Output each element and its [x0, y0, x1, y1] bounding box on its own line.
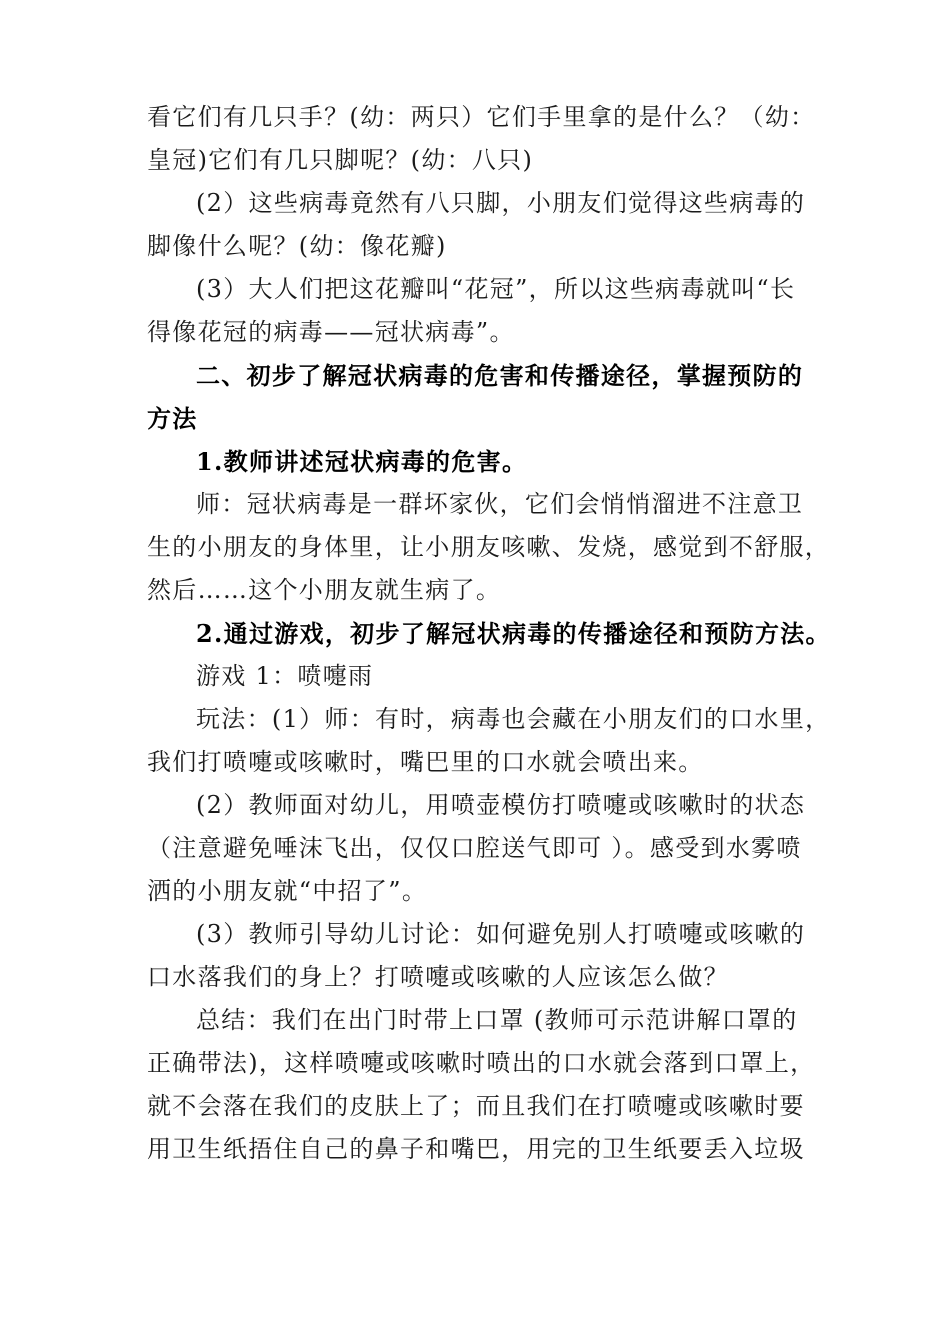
paragraph-line: 得像花冠的病毒——冠状病毒”。 — [147, 318, 515, 346]
paragraph-line: (3）教师引导幼儿讨论：如何避免别人打喷嚏或咳嗽的 — [196, 920, 806, 948]
paragraph-line: 脚像什么呢？(幼：像花瓣) — [147, 232, 447, 260]
paragraph-line: 然后……这个小朋友就生病了。 — [147, 576, 502, 604]
paragraph-line: 就不会落在我们的皮肤上了；而且我们在打喷嚏或咳嗽时要 — [147, 1092, 805, 1120]
paragraph-line: 游戏 1：喷嚏雨 — [196, 662, 374, 690]
heading-line: 方法 — [147, 404, 198, 433]
paragraph-line: （注意避免唾沫飞出，仅仅口腔送气即可 ）。感受到水雾喷 — [147, 834, 802, 862]
paragraph-line: 总结：我们在出门时带上口罩 (教师可示范讲解口罩的 — [196, 1006, 798, 1034]
paragraph-line: (2）教师面对幼儿，用喷壶模仿打喷嚏或咳嗽时的状态 — [196, 791, 806, 819]
heading-line: 二、初步了解冠状病毒的危害和传播途径，掌握预防的 — [196, 361, 804, 390]
paragraph-line: 看它们有几只手？(幼：两只）它们手里拿的是什么？（幼： — [147, 103, 816, 131]
paragraph-line: 正确带法)，这样喷嚏或咳嗽时喷出的口水就会落到口罩上， — [147, 1049, 816, 1077]
heading-line: 1.教师讲述冠状病毒的危害。 — [196, 447, 528, 476]
paragraph-line: 生的小朋友的身体里，让小朋友咳嗽、发烧，感觉到不舒服， — [147, 533, 831, 561]
paragraph-line: (3）大人们把这花瓣叫“花冠”，所以这些病毒就叫“长 — [196, 275, 796, 303]
paragraph-line: 玩法：(1）师：有时，病毒也会藏在小朋友们的口水里， — [196, 705, 831, 733]
paragraph-line: 洒的小朋友就“中招了”。 — [147, 877, 428, 905]
paragraph-line: 口水落我们的身上？打喷嚏或咳嗽的人应该怎么做？ — [147, 963, 729, 991]
paragraph-line: 用卫生纸捂住自己的鼻子和嘴巴，用完的卫生纸要丢入垃圾 — [147, 1135, 805, 1163]
document-body — [147, 96, 837, 1171]
paragraph-line: 我们打喷嚏或咳嗽时，嘴巴里的口水就会喷出来。 — [147, 748, 704, 776]
paragraph-line: 师：冠状病毒是一群坏家伙，它们会悄悄溜进不注意卫 — [196, 490, 804, 518]
paragraph-line: 皇冠)它们有几只脚呢？(幼：八只) — [147, 146, 534, 174]
heading-line: 2.通过游戏，初步了解冠状病毒的传播途径和预防方法。 — [196, 619, 831, 648]
paragraph-line: (2）这些病毒竟然有八只脚，小朋友们觉得这些病毒的 — [196, 189, 806, 217]
